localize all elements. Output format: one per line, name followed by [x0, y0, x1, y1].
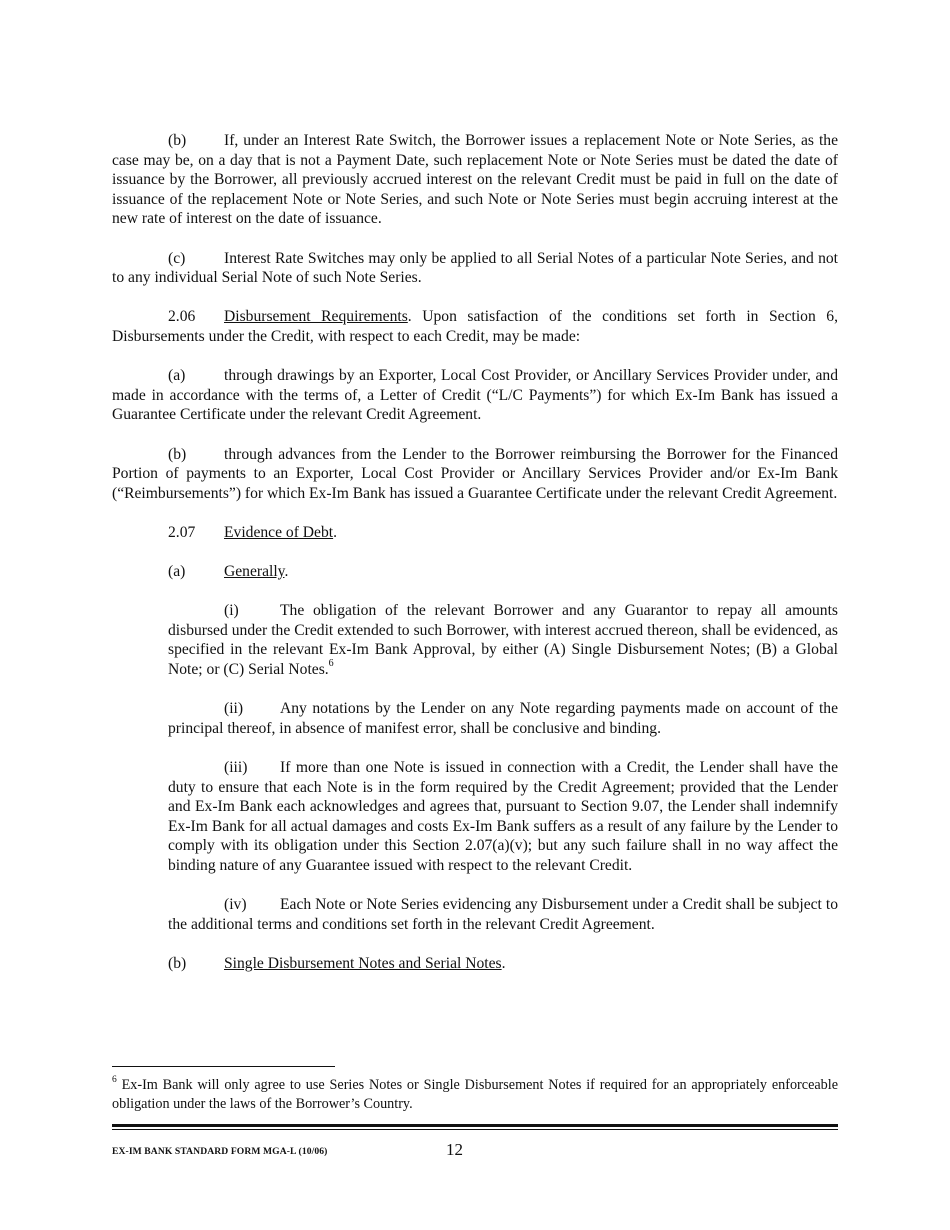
- clause-text: Each Note or Note Series evidencing any Disbursement under a Credit shall be subject to the additional terms and conditions set forth in the relevant Credit Agreement.: [168, 896, 838, 933]
- subsection-title-suffix: .: [501, 954, 506, 972]
- paragraph-text: Interest Rate Switches may only be applied to all Serial Notes of a particular Note Series, and not to any individual Serial Note of such Note Series.: [112, 249, 838, 287]
- clause-iii: [168, 758, 838, 876]
- paragraph-label: (b): [168, 445, 187, 463]
- footer-rule-thin: [112, 1129, 838, 1130]
- clause-text: The obligation of the relevant Borrower and any Guarantor to repay all amounts disbursed under the Credit extended to such Borrower, with interest accrued thereon, shall be evidenced, as specified in the relevant Ex-Im Bank Approval, by either (A) Single Disbursement Notes; (B) a Global Note; or (C) Serial Notes.: [168, 602, 838, 679]
- clause-label: (iv): [224, 896, 247, 914]
- page-number: 12: [446, 1140, 463, 1159]
- paragraph-c-interest-rate-switch: [112, 249, 838, 288]
- paragraph-label: (c): [168, 249, 186, 267]
- subsection-label: (b): [168, 954, 187, 972]
- section-title-suffix: .: [333, 523, 338, 541]
- section-2-06: [112, 307, 838, 346]
- subsection-title: Generally: [224, 563, 285, 581]
- section-2-07-heading: [168, 523, 838, 543]
- footnote-reference[interactable]: 6: [328, 657, 334, 669]
- section-title: Evidence of Debt: [224, 523, 334, 541]
- subsection-a-generally-heading: [168, 562, 838, 582]
- section-number: 2.07: [168, 523, 196, 541]
- subsection-title-suffix: .: [284, 563, 289, 581]
- subsection-title: Single Disbursement Notes and Serial Notes: [224, 954, 502, 972]
- paragraph-b-advances: [112, 445, 838, 504]
- footnote-number: 6: [112, 1075, 117, 1086]
- paragraph-b-interest-rate-switch: [112, 131, 838, 229]
- section-number: 2.06: [168, 308, 196, 326]
- clause-label: (ii): [224, 700, 244, 718]
- paragraph-a-drawings: [112, 366, 838, 425]
- clause-text: If more than one Note is issued in connection with a Credit, the Lender shall have the duty to ensure that each Note is in the form required by the Credit Agreement; provided that the Lender and Ex-Im Bank each acknowledges and agrees that, pursuant to Section 9.07, the Lender shall indemnify Ex-Im Bank for all actual damages and costs Ex-Im Bank suffers as a result of any failure by the Lender to comply with its obligation under this Section 2.07(a)(v); but any such failure shall in no way affect the binding nature of any Guarantee issued with respect to the relevant Credit.: [168, 759, 838, 874]
- paragraph-text: If, under an Interest Rate Switch, the Borrower issues a replacement Note or Note Series, as the case may be, on a day that is not a Payment Date, such replacement Note or Note Series must be dated the date of issuance by the Borrower, all previously accrued interest on the relevant Credit must be paid in full on the date of issuance of the replacement Note or Note Series, and such Note or Note Series must begin accruing interest at the new rate of interest on the date of issuance.: [112, 132, 838, 228]
- clause-label: (iii): [224, 759, 248, 776]
- footnote: [112, 1076, 838, 1113]
- clause-label: (i): [224, 602, 239, 620]
- clause-text: Any notations by the Lender on any Note regarding payments made on account of the principal thereof, in absence of manifest error, shall be conclusive and binding.: [168, 700, 838, 737]
- footnote-separator: [112, 1066, 335, 1067]
- form-identifier: EX-IM BANK STANDARD FORM MGA-L (10/06): [112, 1146, 328, 1157]
- section-text: . Upon satisfaction of the conditions set forth in Section 6, Disbursements under the Credit, with respect to each Credit, may be made:: [112, 308, 838, 345]
- footer-rule-thick: [112, 1124, 838, 1127]
- paragraph-text: through drawings by an Exporter, Local Cost Provider, or Ancillary Services Provider under, and made in accordance with the terms of, a Letter of Credit (“L/C Payments”) for which Ex-Im Bank has issued a Guarantee Certificate under the relevant Credit Agreement.: [112, 367, 838, 424]
- subsection-b-heading: [168, 954, 838, 974]
- document-body: [112, 131, 838, 993]
- footnote-text: Ex-Im Bank will only agree to use Series Notes or Single Disbursement Notes if required for an appropriately enforceable obligation under the laws of the Borrower’s Country.: [112, 1077, 838, 1112]
- clause-i: [168, 601, 838, 679]
- clause-iv: [168, 895, 838, 934]
- subsection-label: (a): [168, 563, 186, 581]
- clause-ii: [168, 699, 838, 738]
- paragraph-text: through advances from the Lender to the Borrower reimbursing the Borrower for the Financed Portion of payments to an Exporter, Local Cost Provider or Ancillary Services Provider and/or Ex-Im Bank (“Reimbursements”) for which Ex-Im Bank has issued a Guarantee Certificate under the relevant Credit Agreement.: [112, 445, 838, 502]
- section-title: Disbursement Requirements: [224, 308, 408, 326]
- paragraph-label: (a): [168, 367, 186, 385]
- paragraph-label: (b): [168, 132, 187, 149]
